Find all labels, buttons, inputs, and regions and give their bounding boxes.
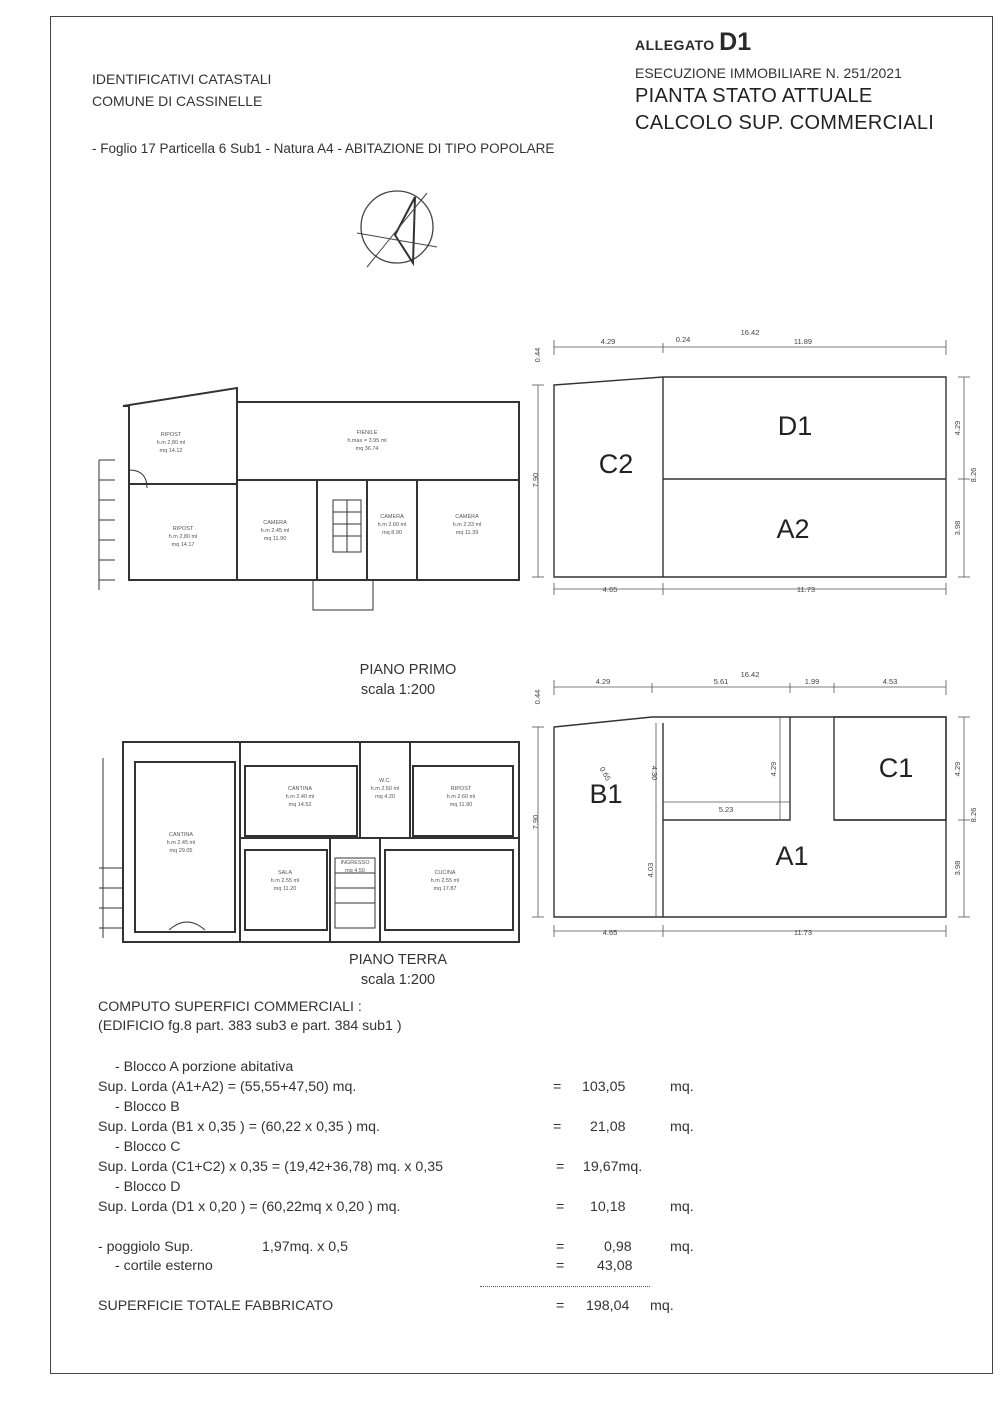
- pt-dim-h-top: 4.29: [953, 761, 962, 777]
- room-wc-h: h.m 2.50 ml: [370, 786, 400, 792]
- cortile-value: 43,08: [597, 1258, 633, 1274]
- room-camera-2-area: mq 8.90: [382, 530, 402, 536]
- piano-terra-title: PIANO TERRA: [348, 952, 448, 968]
- cortile-eq: =: [556, 1258, 565, 1274]
- calc-row-b: Sup. Lorda (B1 x 0,35 ) = (60,22 x 0,35 ) mq.: [98, 1119, 380, 1135]
- poggiolo-formula: 1,97mq. x 0,5: [262, 1239, 348, 1255]
- room-ripost-2-area: mq 14.17: [171, 542, 195, 548]
- north-arrow-icon: [355, 185, 440, 270]
- calc-row-c: Sup. Lorda (C1+C2) x 0,35 = (19,42+36,78) mq. x 0,35: [98, 1159, 444, 1175]
- zone-a1: A1: [775, 841, 809, 871]
- piano-primo-zones: [528, 325, 983, 600]
- pp-dim-h-total: 8.26: [969, 467, 978, 483]
- room-camera-2-h: h.m 2.60 ml: [377, 522, 407, 528]
- room-cantina-2-area: mq 14.52: [288, 802, 312, 808]
- room-camera-3-area: mq 11.39: [455, 530, 479, 536]
- calc-row-d-unit: mq.: [670, 1199, 694, 1215]
- pp-dim-offset: 0.44: [533, 347, 542, 363]
- blocco-b-label: - Blocco B: [115, 1099, 180, 1115]
- pp-dim-bottom-left: 4.65: [602, 585, 618, 594]
- calc-row-d-eq: =: [556, 1199, 565, 1215]
- room-ripost-1-h: h.m 2,80 ml: [156, 440, 186, 446]
- piano-terra-scale: scala 1:200: [360, 972, 436, 988]
- room-ripost-3-h: h.m 2.60 ml: [446, 794, 476, 800]
- calc-row-d-value: 10,18: [590, 1199, 626, 1215]
- room-cantina-2-h: h.m 2.40 ml: [285, 794, 315, 800]
- calc-row-a-value: 103,05: [582, 1079, 626, 1095]
- zone-b1: B1: [589, 779, 623, 809]
- room-camera-2: CAMERA: [380, 514, 404, 520]
- zone-a2: A2: [776, 514, 810, 544]
- room-wc-area: mq 4.20: [375, 794, 395, 800]
- room-ripost-1: RIPOST: [160, 432, 182, 438]
- totale-eq: =: [556, 1298, 565, 1314]
- calc-row-b-eq: =: [553, 1119, 562, 1135]
- room-camera-1-h: h.m 2.45 ml: [260, 528, 290, 534]
- calc-row-d: Sup. Lorda (D1 x 0,20 ) = (60,22mq x 0,20 ) mq.: [98, 1199, 401, 1215]
- pt-dim-h-total: 8.26: [969, 807, 978, 823]
- calc-row-c-eq: =: [556, 1159, 565, 1175]
- piano-terra-zones: [528, 665, 983, 945]
- calc-row-c-value: 19,67mq.: [583, 1159, 643, 1175]
- pt-dim-bottom-left: 4.65: [602, 928, 618, 937]
- totale-value: 198,04: [586, 1298, 630, 1314]
- pt-dim-d3: 1.99: [804, 677, 820, 686]
- poggiolo-value: 0,98: [604, 1239, 632, 1255]
- totale-unit: mq.: [650, 1298, 674, 1314]
- room-fienile-area: mq 36.74: [355, 446, 379, 452]
- pp-dim-right: 11.89: [793, 337, 813, 346]
- pp-dim-h-top: 4.29: [953, 420, 962, 436]
- pp-dim-h-bottom: 3.98: [953, 520, 962, 536]
- pp-dim-height: 7.90: [531, 472, 540, 488]
- room-ripost-3: RIPOST: [450, 786, 472, 792]
- pt-dim-inner-w: 5.23: [718, 805, 734, 814]
- comune-label: COMUNE DI CASSINELLE: [92, 93, 263, 109]
- pp-dim-bottom-right: 11.73: [796, 585, 816, 594]
- room-wc: W.C.: [379, 778, 391, 784]
- pt-dim-d4: 4.53: [882, 677, 898, 686]
- pt-dim-inner-h2: 4.29: [769, 761, 778, 777]
- poggiolo-eq: =: [556, 1239, 565, 1255]
- blocco-c-label: - Blocco C: [115, 1139, 181, 1155]
- room-cantina-2: CANTINA: [287, 786, 313, 792]
- calc-row-a-unit: mq.: [670, 1079, 694, 1095]
- title-pianta: PIANTA STATO ATTUALE: [635, 85, 873, 107]
- piano-primo-scale: scala 1:200: [360, 682, 436, 698]
- pt-dim-h-bottom: 3.98: [953, 860, 962, 876]
- pt-dim-total: 16.42: [740, 670, 760, 679]
- pt-dim-height: 7.90: [531, 814, 540, 830]
- room-camera-1: CAMERA: [263, 520, 287, 526]
- cortile-label: - cortile esterno: [115, 1258, 213, 1274]
- room-ripost-2-h: h.m 2,80 ml: [168, 534, 198, 540]
- room-camera-1-area: mq 11.90: [263, 536, 287, 542]
- allegato-prefix: ALLEGATO: [635, 37, 715, 53]
- room-sala: SALA: [277, 870, 293, 876]
- pt-dim-d1: 4.29: [595, 677, 611, 686]
- room-sala-area: mq 11.20: [273, 886, 297, 892]
- zone-c2: C2: [598, 449, 634, 479]
- zone-c1: C1: [878, 753, 914, 783]
- calc-row-a: Sup. Lorda (A1+A2) = (55,55+47,50) mq.: [98, 1079, 357, 1095]
- room-cucina-area: mq 17.87: [433, 886, 457, 892]
- pp-dim-total: 16.42: [740, 328, 760, 337]
- piano-primo-plan: [95, 380, 525, 620]
- room-cucina-h: h.m 2.55 ml: [430, 878, 460, 884]
- poggiolo-label: - poggiolo Sup.: [98, 1239, 194, 1255]
- pt-dim-bottom-right: 11.73: [793, 928, 813, 937]
- room-camera-3: CAMERA: [455, 514, 479, 520]
- pt-dim-inner-h3: 4.03: [646, 862, 655, 878]
- calc-row-b-unit: mq.: [670, 1119, 694, 1135]
- pt-dim-inner-h1: 4.30: [650, 765, 659, 781]
- pp-dim-gap: 0.24: [675, 335, 691, 344]
- pt-dim-diag: 0.65: [597, 765, 613, 783]
- title-calcolo: CALCOLO SUP. COMMERCIALI: [635, 112, 935, 134]
- room-ingresso-area: mq 4.50: [345, 868, 365, 874]
- esecuzione-label: ESECUZIONE IMMOBILIARE N. 251/2021: [635, 65, 902, 81]
- room-cantina-1-area: mq 29.05: [169, 848, 193, 854]
- calc-row-a-eq: =: [553, 1079, 562, 1095]
- room-cantina-1-h: h.m 2.45 ml: [166, 840, 196, 846]
- allegato-heading: [635, 28, 751, 57]
- room-cantina-1: CANTINA: [168, 832, 194, 838]
- poggiolo-unit: mq.: [670, 1239, 694, 1255]
- room-ripost-3-area: mq 11.90: [449, 802, 473, 808]
- piano-terra-plan: [95, 738, 525, 953]
- room-ripost-2: RIPOST: [172, 526, 194, 532]
- blocco-d-label: - Blocco D: [115, 1179, 181, 1195]
- allegato-code: D1: [719, 28, 752, 56]
- identificativi-label: IDENTIFICATIVI CATASTALI: [92, 71, 272, 87]
- room-sala-h: h.m 2.55 ml: [270, 878, 300, 884]
- room-camera-3-h: h.m 2.33 ml: [452, 522, 482, 528]
- room-cucina: CUCINA: [434, 870, 456, 876]
- room-ripost-1-area: mq 14.12: [159, 448, 183, 454]
- pp-dim-left: 4.29: [600, 337, 616, 346]
- room-ingresso: INGRESSO: [340, 860, 370, 866]
- room-fienile-h: h.max = 3.95 ml: [347, 438, 387, 444]
- piano-primo-title: PIANO PRIMO: [359, 662, 457, 678]
- computo-title: COMPUTO SUPERFICI COMMERCIALI :: [98, 999, 362, 1015]
- foglio-label: - Foglio 17 Particella 6 Sub1 - Natura A4 - ABITAZIONE DI TIPO POPOLARE: [92, 141, 555, 156]
- room-fienile: FIENILE: [356, 430, 378, 436]
- calc-row-b-value: 21,08: [590, 1119, 626, 1135]
- zone-d1: D1: [777, 411, 813, 441]
- pt-dim-d2: 5.61: [713, 677, 729, 686]
- computo-subtitle: (EDIFICIO fg.8 part. 383 sub3 e part. 384 sub1 ): [98, 1018, 402, 1034]
- pt-dim-offset: 0.44: [533, 689, 542, 705]
- totale-label: SUPERFICIE TOTALE FABBRICATO: [98, 1298, 334, 1314]
- total-divider: [480, 1286, 650, 1287]
- blocco-a-label: - Blocco A porzione abitativa: [115, 1059, 294, 1075]
